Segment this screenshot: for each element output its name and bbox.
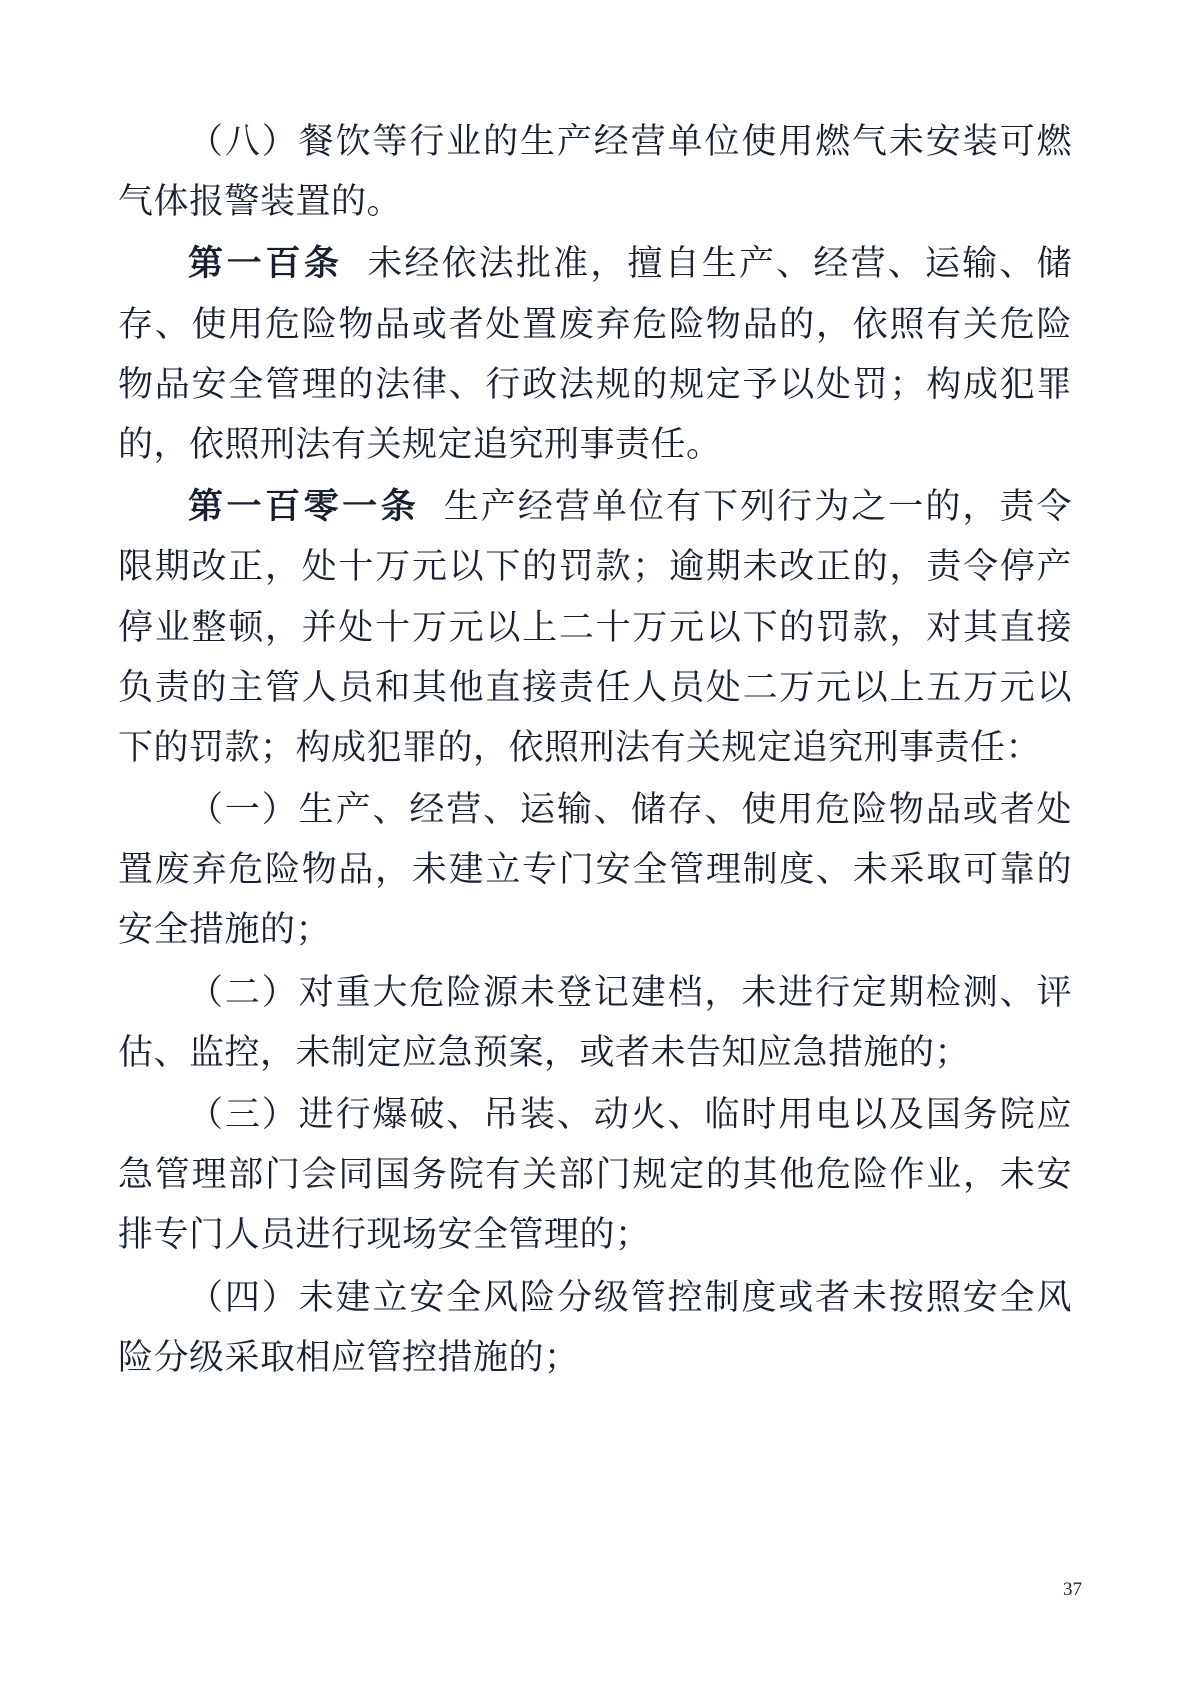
page-number: 37	[1063, 1579, 1082, 1600]
paragraph-text: 未经依法批准，擅自生产、经营、运输、储存、使用危险物品或者处置废弃危险物品的，依照有关危险物品安全管理的法律、行政法规的规定予以处罚；构成犯罪的，依照刑法有关规定追究刑事责任。	[118, 244, 1072, 465]
paragraph-text: （八）餐饮等行业的生产经营单位使用燃气未安装可燃气体报警装置的。	[118, 122, 1072, 223]
paragraph-article-101	[118, 477, 1072, 778]
paragraph-item-two	[118, 963, 1072, 1083]
paragraph-article-100	[118, 234, 1072, 475]
paragraph-item-eight	[118, 112, 1072, 232]
paragraph-text: （二）对重大危险源未登记建档，未进行定期检测、评估、监控，未制定应急预案，或者未告知应急措施的；	[118, 972, 1072, 1073]
paragraph-item-four	[118, 1268, 1072, 1388]
paragraph-text: 生产经营单位有下列行为之一的，责令限期改正，处十万元以下的罚款；逾期未改正的，责令停产停业整顿，并处十万元以上二十万元以下的罚款，对其直接负责的主管人员和其他直接责任人员处二万元以上五万元以下的罚款；构成犯罪的，依照刑法有关规定追究刑事责任：	[118, 487, 1072, 768]
article-number-label: 第一百零一条	[188, 486, 420, 528]
paragraph-text: （一）生产、经营、运输、储存、使用危险物品或者处置废弃危险物品，未建立专门安全管理制度、未采取可靠的安全措施的；	[118, 790, 1072, 951]
article-number-label: 第一百条	[188, 243, 343, 285]
paragraph-text: （三）进行爆破、吊装、动火、临时用电以及国务院应急管理部门会同国务院有关部门规定的其他危险作业，未安排专门人员进行现场安全管理的；	[118, 1095, 1072, 1256]
paragraph-text: （四）未建立安全风险分级管控制度或者未按照安全风险分级采取相应管控措施的；	[118, 1277, 1072, 1378]
document-body	[118, 112, 1072, 1388]
paragraph-item-one	[118, 780, 1072, 961]
paragraph-item-three	[118, 1085, 1072, 1266]
